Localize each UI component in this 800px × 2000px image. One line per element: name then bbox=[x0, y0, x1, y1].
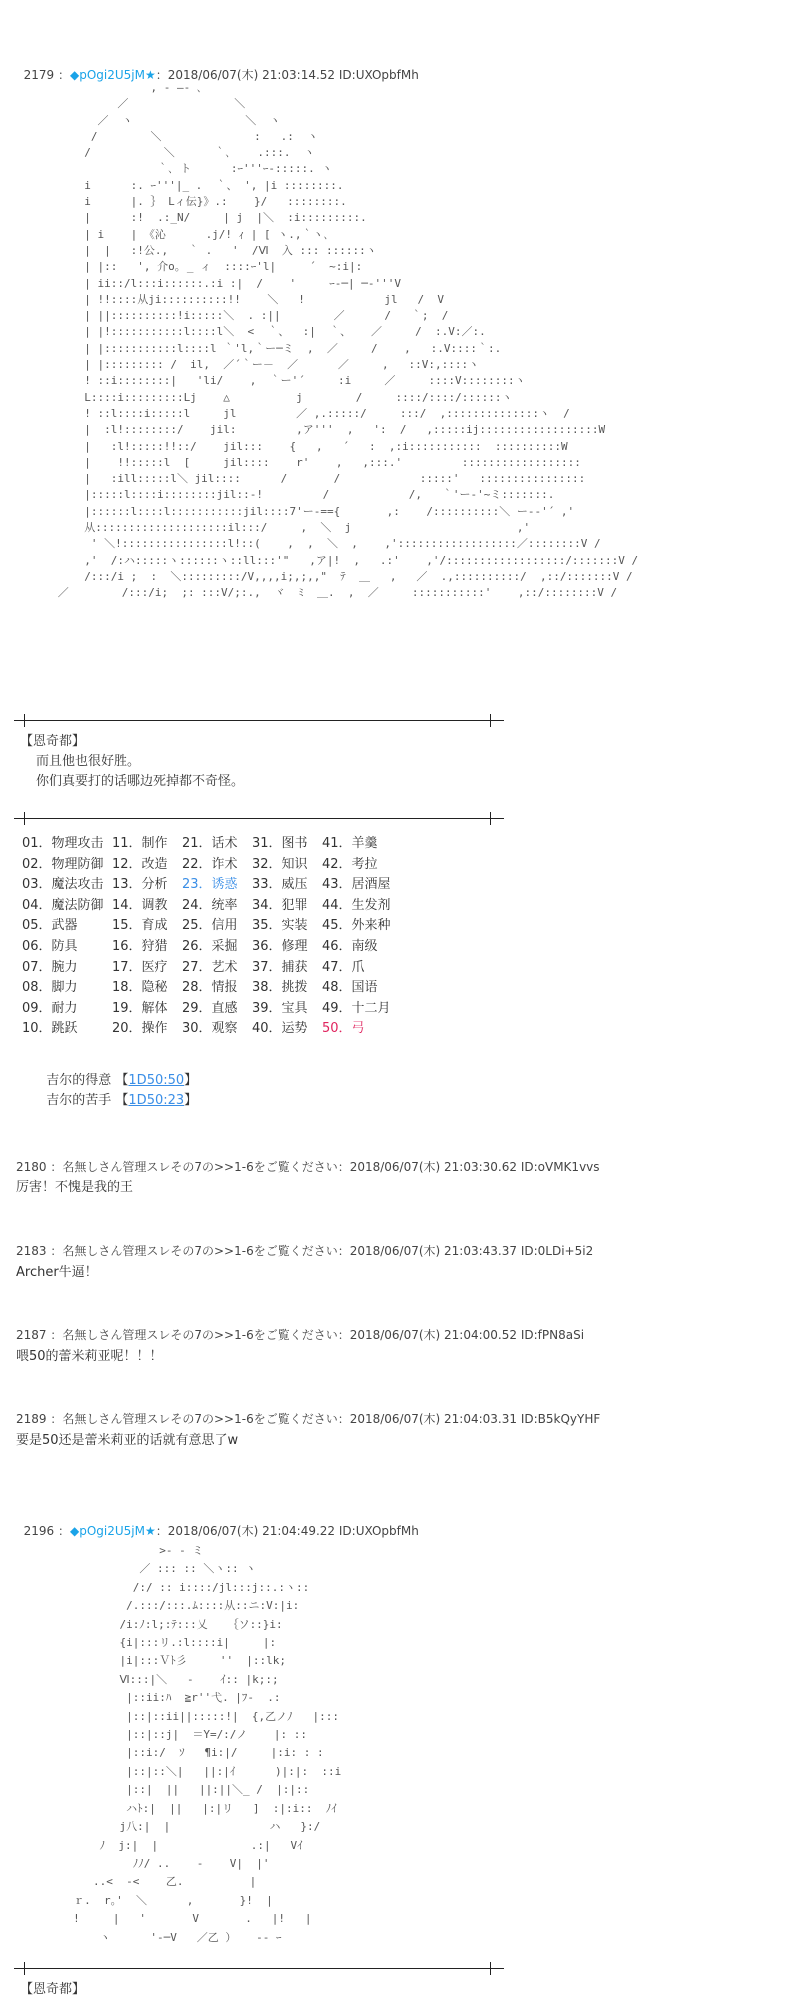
divider-tick bbox=[490, 714, 491, 727]
skill-cell: 33．威压 bbox=[252, 877, 308, 893]
dice-value: 1D50:23 bbox=[128, 1093, 185, 1108]
skill-cell: 05．武器 bbox=[22, 918, 78, 934]
post-header bbox=[16, 1508, 419, 1539]
skill-cell: 44．生发剂 bbox=[322, 897, 391, 913]
star-icon: ★ bbox=[144, 68, 156, 82]
skill-cell: 40．运势 bbox=[252, 1021, 308, 1037]
skill-cell: 26．采掘 bbox=[182, 939, 238, 954]
skill-cell: 17．医疗 bbox=[112, 959, 168, 975]
ascii-art: , ‐ ―- ､ ／ ＼ ／ ヽ ＼ ヽ / ＼ : .: ヽ / ＼ ｀､ .:::. ヽ ｀､ ト :ｰ'''ｰ-:::::. ヽ i :. ｰ'''|_ . ｀、 ', |i ::::::::. i |. ｝ Lィ伝}》.: }/ ::::::::. | :! .:_N/ | j |＼ :i:::::::::. | i | 《沁 .j/! ｨ | [ ヽ.,｀ヽ､ | | :!公., ｀ . ' /Ⅵ 入 ::: ::::::ヽ | |:: ', 介o｡ _ ィ ::::ｰ'l| ´ ~:i|: | ii::/l:::i::::::.:i :| / ' ｰ-─| ─‐'''V | !!::::从ji::::::::::!! ＼ ! jl / V | ||::::::::::!i:::::＼ . :|| ／ / ｀; / | |!:::::::::::l::::l＼ < ｀、 :| ｀、 ／ / :.V:／:. | |:::::::::::l::::l ｀'l,｀ー─ミ , ／ / , :.V::::｀:. | |::::::::: / il, ／´｀ー－ ／ ／ , ::V:,::::ヽ ! ::i::::::::| 'li/ , ｀ー'´ :i ／ ::::V::::::::ヽ L::::i:::::::::Lj △ j / ::::/::::/::::::ヽ ! ::l::::i:::::l jl ／ ,.:::::/ :::/ ,::::::::::::::ヽ / | :l!::::::::/ jil: ,ア''' , ': / ,:::::ij::::::::::::::::::W | :l!:::::!!::/ jil::: { , ´ : ,:i::::::::::: ::::::::::W | !!:::::l [ jil:::: r' , ,:::.' :::::::::::::::::: | :ill:::::l＼ jil:::: / / :::::' :::::::::::::::: |:::::l::::i::::::::jil::‐! / /, ｀'ー‐'~ミ:::::::. |::::::l::::l:::::::::::jil::::7'ー-=={ ,: /::::::::::＼ ー--'´ ,' 从::::::::::::::::::::il:::/ , ＼ j ,' ' ＼!::::::::::::::::l!::( , , ＼ , ,'::::::::::::::::::／::::::::V / ,' /:ハ:::::ヽ::::::ヽ::ll:::'" ,ア|! , .:' ,'/::::::::::::::::::/:::::::V / /:::/i ; : ＼:::::::::/V,,,,i;,;,," ﾃ ＿ , ／ .,::::::::::/ ,::/:::::::V / ／ /:::/i; ;: :::V/;:., ヾ ﾐ ＿. , ／ :::::::::::' ,::/::::::::V / bbox=[57, 81, 639, 600]
post-header bbox=[16, 52, 419, 83]
skill-cell: 37．捕获 bbox=[252, 959, 308, 975]
dice-value: 1D50:50 bbox=[128, 1073, 185, 1088]
divider-tick bbox=[490, 812, 491, 825]
reply-text: 喂50的蕾米莉亚呢！！！ bbox=[16, 1349, 163, 1364]
skill-cell: 31．图书 bbox=[252, 836, 308, 851]
post-meta: ：2018/06/07(木) 21:03:14.52 ID:UXOpbfMh bbox=[155, 68, 419, 82]
reply-header: 2183 ：名無しさん管理スレその7の>>1-6をご覧ください：2018/06/07(木) 21:03:43.37 ID:0LDi+5i2 bbox=[16, 1244, 594, 1258]
post-meta: ：2018/06/07(木) 21:04:49.22 ID:UXOpbfMh bbox=[155, 1524, 419, 1538]
reply-header: 2189 ：名無しさん管理スレその7の>>1-6をご覧ください：2018/06/07(木) 21:04:03.31 ID:B5kQyYHF bbox=[16, 1412, 601, 1426]
skill-cell: 49．十二月 bbox=[322, 1000, 391, 1016]
skill-cell: 07．腕力 bbox=[22, 959, 78, 975]
reply-text: 厉害！不愧是我的王 bbox=[16, 1180, 134, 1195]
skill-cell: 03．魔法攻击 bbox=[22, 877, 104, 893]
skill-cell: 25．信用 bbox=[182, 918, 238, 934]
skill-cell: 27．艺术 bbox=[182, 959, 238, 975]
skill-cell: 46．南级 bbox=[322, 939, 378, 954]
skill-cell: 02．物理防御 bbox=[22, 856, 104, 872]
skill-cell: 43．居酒屋 bbox=[322, 877, 391, 893]
reply-text: Archer牛逼！ bbox=[16, 1265, 98, 1280]
post-number: 2179 ： bbox=[23, 68, 70, 82]
speech-line: 而且他也很好胜。 bbox=[36, 754, 141, 769]
skill-cell: 48．国语 bbox=[322, 980, 378, 996]
skill-cell: 09．耐力 bbox=[22, 1000, 78, 1016]
skill-cell: 35．实装 bbox=[252, 918, 308, 934]
divider-tick bbox=[24, 1962, 25, 1975]
skill-cell: 45．外来种 bbox=[322, 918, 391, 934]
skill-cell: 24．统率 bbox=[182, 897, 238, 913]
skill-cell: 23．诱惑 bbox=[182, 877, 238, 893]
skill-cell: 41．羊羹 bbox=[322, 836, 378, 851]
skill-cell: 13．分析 bbox=[112, 877, 168, 893]
skill-cell: 34．犯罪 bbox=[252, 897, 308, 913]
reply-header: 2180 ：名無しさん管理スレその7の>>1-6をご覧ください：2018/06/07(木) 21:03:30.62 ID:oVMK1vvs bbox=[16, 1160, 600, 1174]
divider-tick bbox=[24, 714, 25, 727]
ascii-art: >‐ ‐ ミ ／ ::: :: ＼ヽ:: ヽ /:/ :: i::::/jl:::j::.:ヽ:: /.:::/:::.ﾑ::::从::ニ:V:|i: /i:ﾉ:l;:ﾃ:::乂 ｛ソ::}i: {i|:::リ.:l::::i| |: |i|:::Ｖﾄ彡 '' |::lk; Ⅵ:::|＼ ‐ ｲ:: |k;:; |::ii:ﾊ ≧r''弋. |ﾌ‐ .: |::|::ii||:::::!| {,乙ノﾉ |::: |::|::j| ＝Y=/:/ノ |: :: |::i:/ ｿ ¶i:|/ |:i: : : |::|::＼| ||:|ｲ )|:|: ::i |::| || ||:||＼_ / |:|:: ハﾄ:| || |:|リ ] :|:i:: ﾉｲ j八:| | ハ }:/ ﾉ j:| | .:| Vｲ ﾉﾉ/ .. ‐ V| |' ..< ‐< 乙. | ｒ. r｡' ＼ , }! | ! | ' V . |! | ヽ '‐─V ／乙 ） ‐‐ ｰ bbox=[73, 1544, 342, 1944]
skill-cell: 39．宝具 bbox=[252, 1000, 308, 1016]
divider bbox=[14, 720, 504, 721]
skill-cell: 20．操作 bbox=[112, 1021, 168, 1037]
speaker-name: 【恩奇都】 bbox=[20, 734, 86, 749]
skill-cell: 06．防具 bbox=[22, 939, 78, 954]
skill-cell: 04．魔法防御 bbox=[22, 897, 104, 913]
skill-cell: 11．制作 bbox=[112, 836, 168, 851]
skill-cell: 30．观察 bbox=[182, 1021, 238, 1037]
skill-cell: 42．考拉 bbox=[322, 856, 378, 872]
dice-result-bad: 吉尔的苦手 【1D50:23】 bbox=[46, 1093, 198, 1108]
skill-cell: 08．脚力 bbox=[22, 980, 78, 996]
skill-cell: 12．改造 bbox=[112, 856, 168, 872]
reply-text: 要是50还是蕾米莉亚的话就有意思了w bbox=[16, 1433, 239, 1448]
skill-cell: 15．育成 bbox=[112, 918, 168, 934]
divider bbox=[14, 818, 504, 819]
divider-tick bbox=[490, 1962, 491, 1975]
skill-cell: 29．直感 bbox=[182, 1000, 238, 1016]
reply-header: 2187 ：名無しさん管理スレその7の>>1-6をご覧ください：2018/06/07(木) 21:04:00.52 ID:fPN8aSi bbox=[16, 1328, 585, 1342]
skill-cell: 21．话术 bbox=[182, 836, 238, 851]
divider bbox=[14, 1968, 504, 1969]
star-icon: ★ bbox=[144, 1524, 156, 1538]
skill-cell: 47．爪 bbox=[322, 959, 365, 975]
speech-line: 你们真要打的话哪边死掉都不奇怪。 bbox=[36, 774, 245, 789]
skill-cell: 18．隐秘 bbox=[112, 980, 168, 996]
skill-cell: 32．知识 bbox=[252, 856, 308, 872]
skill-cell: 22．诈术 bbox=[182, 856, 238, 872]
skill-cell: 01．物理攻击 bbox=[22, 836, 104, 851]
skill-cell: 10．跳跃 bbox=[22, 1021, 78, 1037]
dice-result-good: 吉尔的得意 【1D50:50】 bbox=[46, 1073, 198, 1088]
skill-cell: 16．狩猎 bbox=[112, 939, 168, 954]
skill-cell: 50．弓 bbox=[322, 1021, 365, 1037]
poster-trip[interactable]: ◆pOgi2U5jM bbox=[70, 68, 145, 82]
skill-cell: 38．挑拨 bbox=[252, 980, 308, 996]
skill-cell: 14．调教 bbox=[112, 897, 168, 913]
skill-cell: 36．修理 bbox=[252, 939, 308, 954]
post-number: 2196 ： bbox=[23, 1524, 70, 1538]
divider-tick bbox=[24, 812, 25, 825]
poster-trip[interactable]: ◆pOgi2U5jM bbox=[70, 1524, 145, 1538]
skill-cell: 28．情报 bbox=[182, 980, 238, 996]
skill-cell: 19．解体 bbox=[112, 1000, 168, 1016]
speaker-name: 【恩奇都】 bbox=[20, 1982, 86, 1997]
